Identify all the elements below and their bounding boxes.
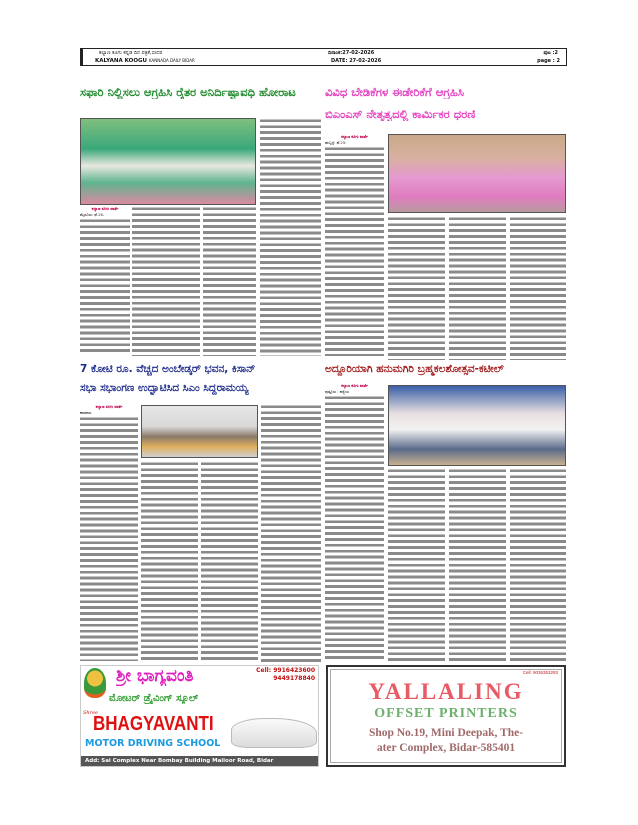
paper-name-kannada: ಕಲ್ಯಾಣ ಕೂಗು ಕನ್ನಡ ದಿನ ಪತ್ರಿಕೆ,ಬೀದರ [99,50,163,56]
page-number-english: page : 2 [537,58,560,64]
story-3-column [141,461,198,662]
story-3-headline-line-1: 7 ಕೋಟಿ ರೂ. ವೆಚ್ಚದ ಅಂಬೇಡ್ಕರ್ ಭವನ, ಕಿಸಾನ್ [80,364,256,375]
story-4-column [449,468,506,662]
ad-business-type: OFFSET PRINTERS [374,706,518,721]
story-3-headline-line-2: ಸಭಾ ಸಭಾಂಗಣ ಉದ್ಘಾಟಿಸಿದ ಸಿಎಂ ಸಿದ್ದರಾಮಯ್ಯ [80,383,249,394]
story-3-column [261,404,321,662]
story-3-column: ಕಲ್ಯಾಣ ಕೂಗು ವಾರ್ತೆ ಕಾರವಾರ- [80,404,138,662]
ad-shree: Shree [83,710,98,716]
story-4-column [388,468,445,662]
ad-name: BHAGYAVANTI [93,713,214,735]
bhagyavanti-driving-school-ad [80,665,319,767]
story-1-column [203,206,256,356]
ad-subtitle-kannada: ಮೋಟರ್ ಡ್ರೈವಿಂಗ್ ಸ್ಕೂಲ್ [109,693,199,704]
car-icon [231,718,317,748]
date-english: DATE: 27-02-2026 [331,58,382,64]
story-4-column [510,468,566,662]
story-1-column [260,118,321,356]
ad-address: Add: Sai Complex Near Bombay Building Mailoor Road, Bidar [81,756,318,766]
paper-name-english: KALYANA KOOGU KANNADA DAILY BIDAR [95,58,195,64]
deity-icon [84,668,106,698]
story-1-column: ಕಲ್ಯಾಣ ಕೂಗು ವಾರ್ತೆ ಮೈಸೂರು: ಫೆ.26- [80,206,130,356]
ad-phone-numbers: Cell: 9916423600 9449178840 [256,667,315,682]
masthead [80,48,567,66]
story-4-headline: ಅದ್ದೂರಿಯಾಗಿ ಹನುಮಗಿರಿ ಬ್ರಹ್ಮಕಲಶೋತ್ಸವ-ಕಟೀಲ್ [325,364,504,375]
page-number-kannada: ಪುಟ :2 [543,50,558,56]
story-2-headline-line-2: ಬಿಎಂಎಸ್ ನೇತೃತ್ವದಲ್ಲಿ ಕಾರ್ಮಿಕರ ಧರಣಿ [325,108,476,121]
brahmakalashotsava-photo [388,385,566,466]
ad-title-kannada: ಶ್ರೀ ಭಾಗ್ಯವಂತಿ [116,667,194,686]
workers-dharna-photo [388,134,566,213]
story-1-headline: ಸಫಾರಿ ನಿಲ್ಲಿಸಲು ಆಗ್ರಹಿಸಿ ರೈತರ ಅನಿರ್ದಿಷ್ಟಾವಧಿ ಹೋರಾಟ [80,86,296,99]
story-1-column [132,206,200,356]
ad-address-line-2: ater Complex, Bidar-585401 [376,742,516,754]
story-2-column: ಕಲ್ಯಾಣ ಕೂಗು ವಾರ್ತೆ ಹುಬ್ಬಳ್ಳಿ: ಫೆ.25: [325,134,384,360]
story-2-column [510,216,566,360]
story-3-column [201,461,258,662]
ad-address-line-1: Shop No.19, Mini Deepak, The- [368,727,524,739]
story-4-column: ಕಲ್ಯಾಣ ಕೂಗು ವಾರ್ತೆ ಪುತ್ತೂರು : ಪಠ್ಯೆಯ [325,383,384,662]
story-2-column [388,216,445,360]
ad-cell: Cell: 9036353293 [522,670,558,675]
ad-name: YALLALING [368,679,524,704]
ad-business-type: MOTOR DRIVING SCHOOL [85,739,221,749]
story-2-column [449,216,506,360]
ambedkar-bhavan-inauguration-photo [141,405,258,458]
yallaling-offset-printers-ad [326,665,566,767]
farmers-protest-photo [80,118,256,205]
date-kannada: ದಿನಾಂಕ:27-02-2026 [328,50,375,56]
story-2-headline-line-1: ವಿವಿಧ ಬೇಡಿಕೆಗಳ ಈಡೇರಿಕೆಗೆ ಆಗ್ರಹಿಸಿ [325,86,465,99]
